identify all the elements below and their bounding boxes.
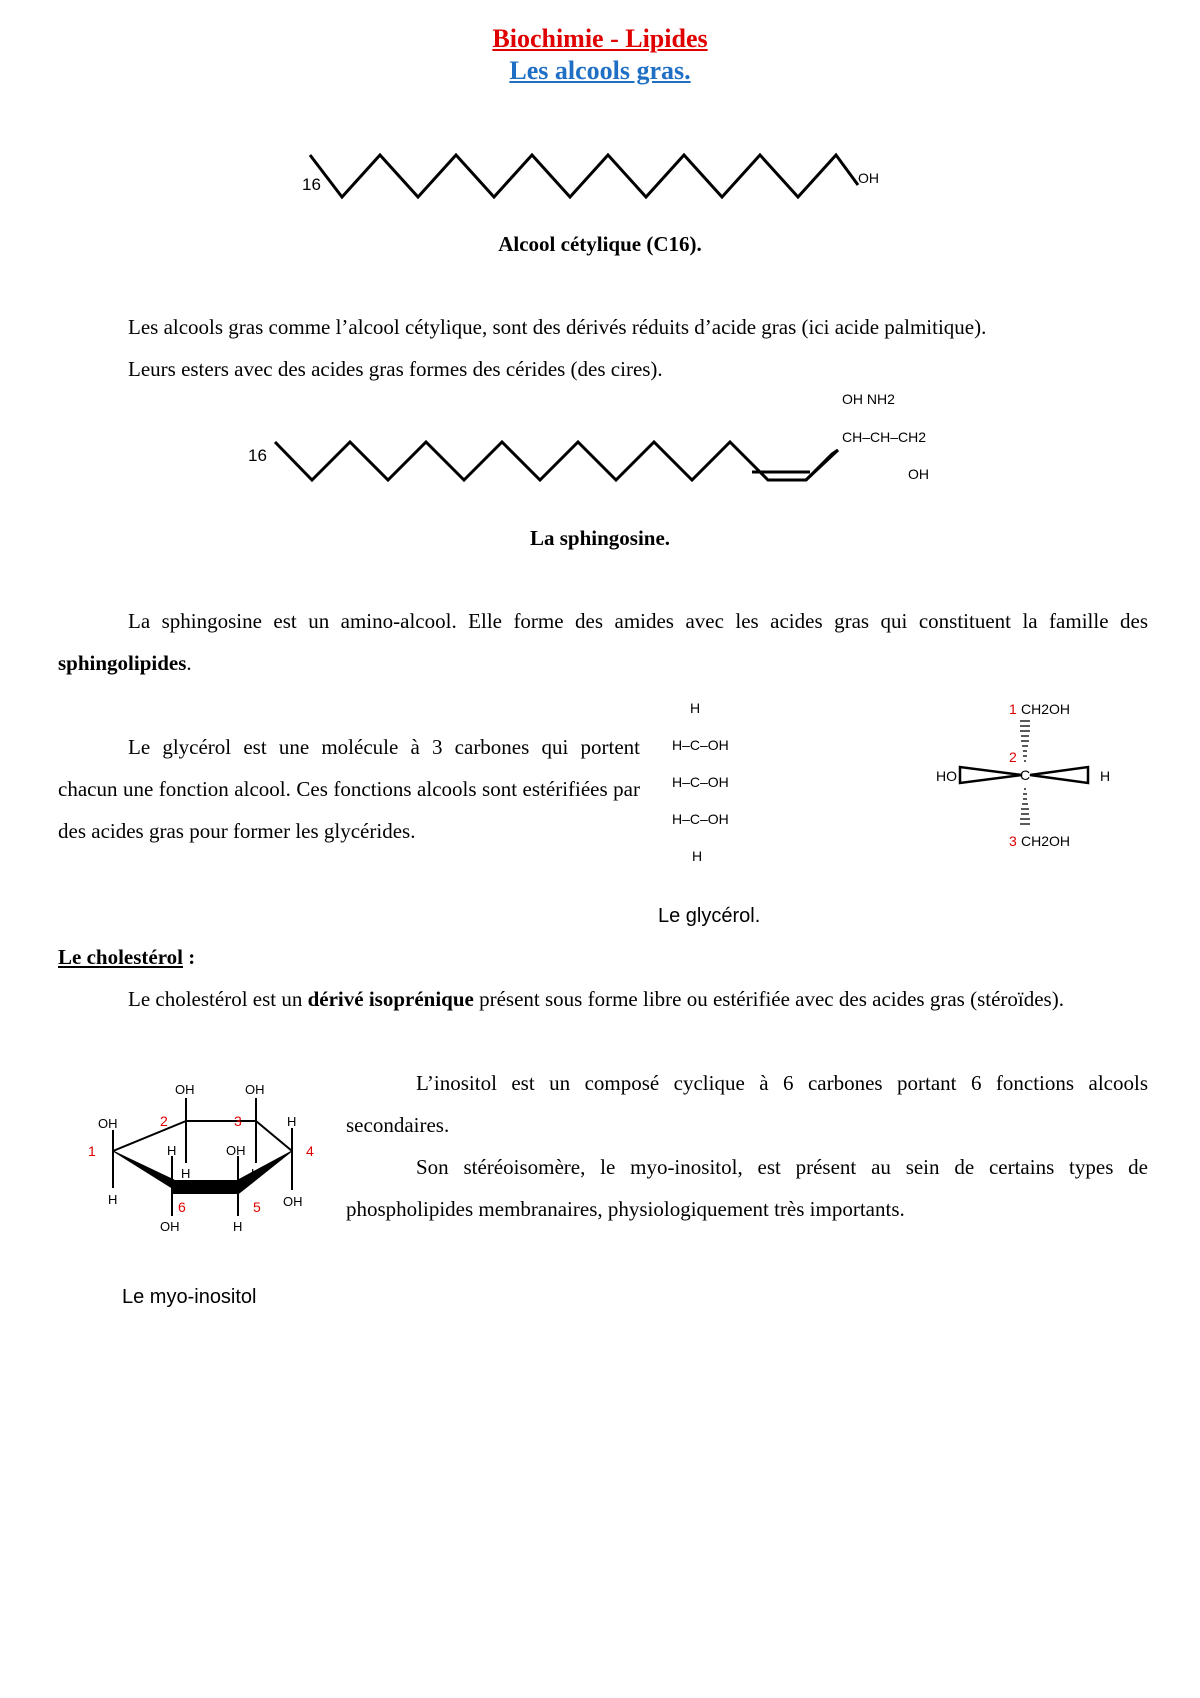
- sphingosine-caption: La sphingosine.: [529, 526, 671, 550]
- ring-bond-1-6: [113, 1151, 174, 1188]
- cholesterol-heading: Le cholestérol :: [58, 945, 196, 969]
- glycerol-left-group: HO: [936, 768, 957, 784]
- sphingosine-structure: [240, 392, 940, 492]
- myo-inositol-caption: Le myo-inositol: [122, 1286, 257, 1308]
- c5-h-label: H: [233, 1219, 243, 1234]
- cetyl-alcohol-structure: [290, 145, 890, 205]
- c4-h-label: H: [287, 1114, 297, 1129]
- glycerol-c3: H–C–OH: [672, 811, 729, 827]
- glycerol-bottom-h: H: [692, 848, 703, 864]
- c3-oh-label: OH: [245, 1082, 265, 1097]
- sphingosine-chain-label: 16: [248, 446, 267, 465]
- c6-h-label: H: [167, 1143, 177, 1158]
- glycerol-left-wedge: [960, 767, 1022, 783]
- cetyl-chain-label: 16: [302, 175, 321, 194]
- ring-bond-5-4: [238, 1151, 292, 1194]
- inositol-num-6: 6: [178, 1199, 186, 1215]
- cetyl-chain: [310, 155, 858, 197]
- glycerol-top-h: H: [690, 700, 701, 716]
- sphingosine-chain: [275, 442, 838, 480]
- cetyl-paragraph-2: Leurs esters avec des acides gras formes des cérides (des cires).: [128, 357, 663, 381]
- glycerol-paragraph: Le glycérol est une molécule à 3 carbones qui portent chacun une fonction alcool. Ces fonctions alcools sont estérifiées par des acides gras pour former les glycérides.: [58, 735, 640, 843]
- sphingosine-junction: [806, 450, 838, 480]
- sphingosine-bottom-label: OH: [908, 466, 929, 482]
- page-subtitle: Les alcools gras.: [509, 56, 691, 85]
- glycerol-num-1: 1: [1009, 701, 1017, 717]
- page-title: Biochimie - Lipides: [492, 24, 708, 53]
- cetyl-paragraph-1: Les alcools gras comme l’alcool cétylique, sont des dérivés réduits d’acide gras (ici acide palmitique).: [128, 315, 987, 339]
- c1-oh-label: OH: [98, 1116, 118, 1131]
- inositol-paragraph-2: Son stéréoisomère, le myo-inositol, est présent au sein de certains types de phospholipides membranaires, physiologiquement très importants.: [346, 1155, 1148, 1221]
- glycerol-c1: H–C–OH: [672, 737, 729, 753]
- glycerol-bottom-hash-bond: [1020, 789, 1030, 824]
- sphingosine-top-label: OH NH2: [842, 392, 895, 407]
- inositol-num-1: 1: [88, 1143, 96, 1159]
- ring-bond-6-5: [172, 1180, 238, 1194]
- sphingosine-mid-label: CH–CH–CH2: [842, 429, 927, 445]
- inositol-num-5: 5: [253, 1199, 261, 1215]
- glycerol-caption: Le glycérol.: [658, 905, 761, 927]
- glycerol-stereo-projection: [920, 695, 1120, 870]
- glycerol-right-group: H: [1100, 768, 1111, 784]
- inositol-num-2: 2: [160, 1113, 168, 1129]
- glycerol-num-2: 2: [1009, 749, 1017, 765]
- inositol-paragraph-1: L’inositol est un composé cyclique à 6 carbones portant 6 fonctions alcools secondaires.: [346, 1071, 1148, 1137]
- glycerol-top-group: CH2OH: [1021, 701, 1071, 717]
- c1-h-label: H: [108, 1192, 118, 1207]
- c2-oh-label: OH: [175, 1082, 195, 1097]
- c4-oh-label: OH: [283, 1194, 303, 1209]
- glycerol-right-wedge: [1030, 767, 1088, 783]
- cetyl-oh-label: OH: [858, 170, 879, 186]
- derive-isoprenique-term: dérivé isoprénique: [307, 987, 474, 1011]
- sphingosine-paragraph: La sphingosine est un amino-alcool. Elle forme des amides avec les acides gras qui constituent la famille des sphingolipides.: [58, 609, 1148, 675]
- c2-h-label: H: [181, 1166, 191, 1181]
- cholesterol-paragraph: Le cholestérol est un dérivé isoprénique présent sous forme libre ou estérifiée avec des acides gras (stéroïdes).: [128, 987, 1064, 1011]
- glycerol-c2: H–C–OH: [672, 774, 729, 790]
- myo-inositol-structure: [78, 1058, 338, 1248]
- inositol-num-3: 3: [234, 1113, 242, 1129]
- c3-h-label: H: [251, 1166, 261, 1181]
- glycerol-bottom-group: CH2OH: [1021, 833, 1071, 849]
- glycerol-top-hash-bond: [1020, 721, 1030, 761]
- c6-oh-label: OH: [160, 1219, 180, 1234]
- c5-oh-label: OH: [226, 1143, 246, 1158]
- inositol-num-4: 4: [306, 1143, 314, 1159]
- sphingolipides-term: sphingolipides: [58, 651, 187, 675]
- glycerol-num-3: 3: [1009, 833, 1017, 849]
- glycerol-center-c: C: [1020, 767, 1031, 783]
- cetyl-caption: Alcool cétylique (C16).: [498, 232, 702, 256]
